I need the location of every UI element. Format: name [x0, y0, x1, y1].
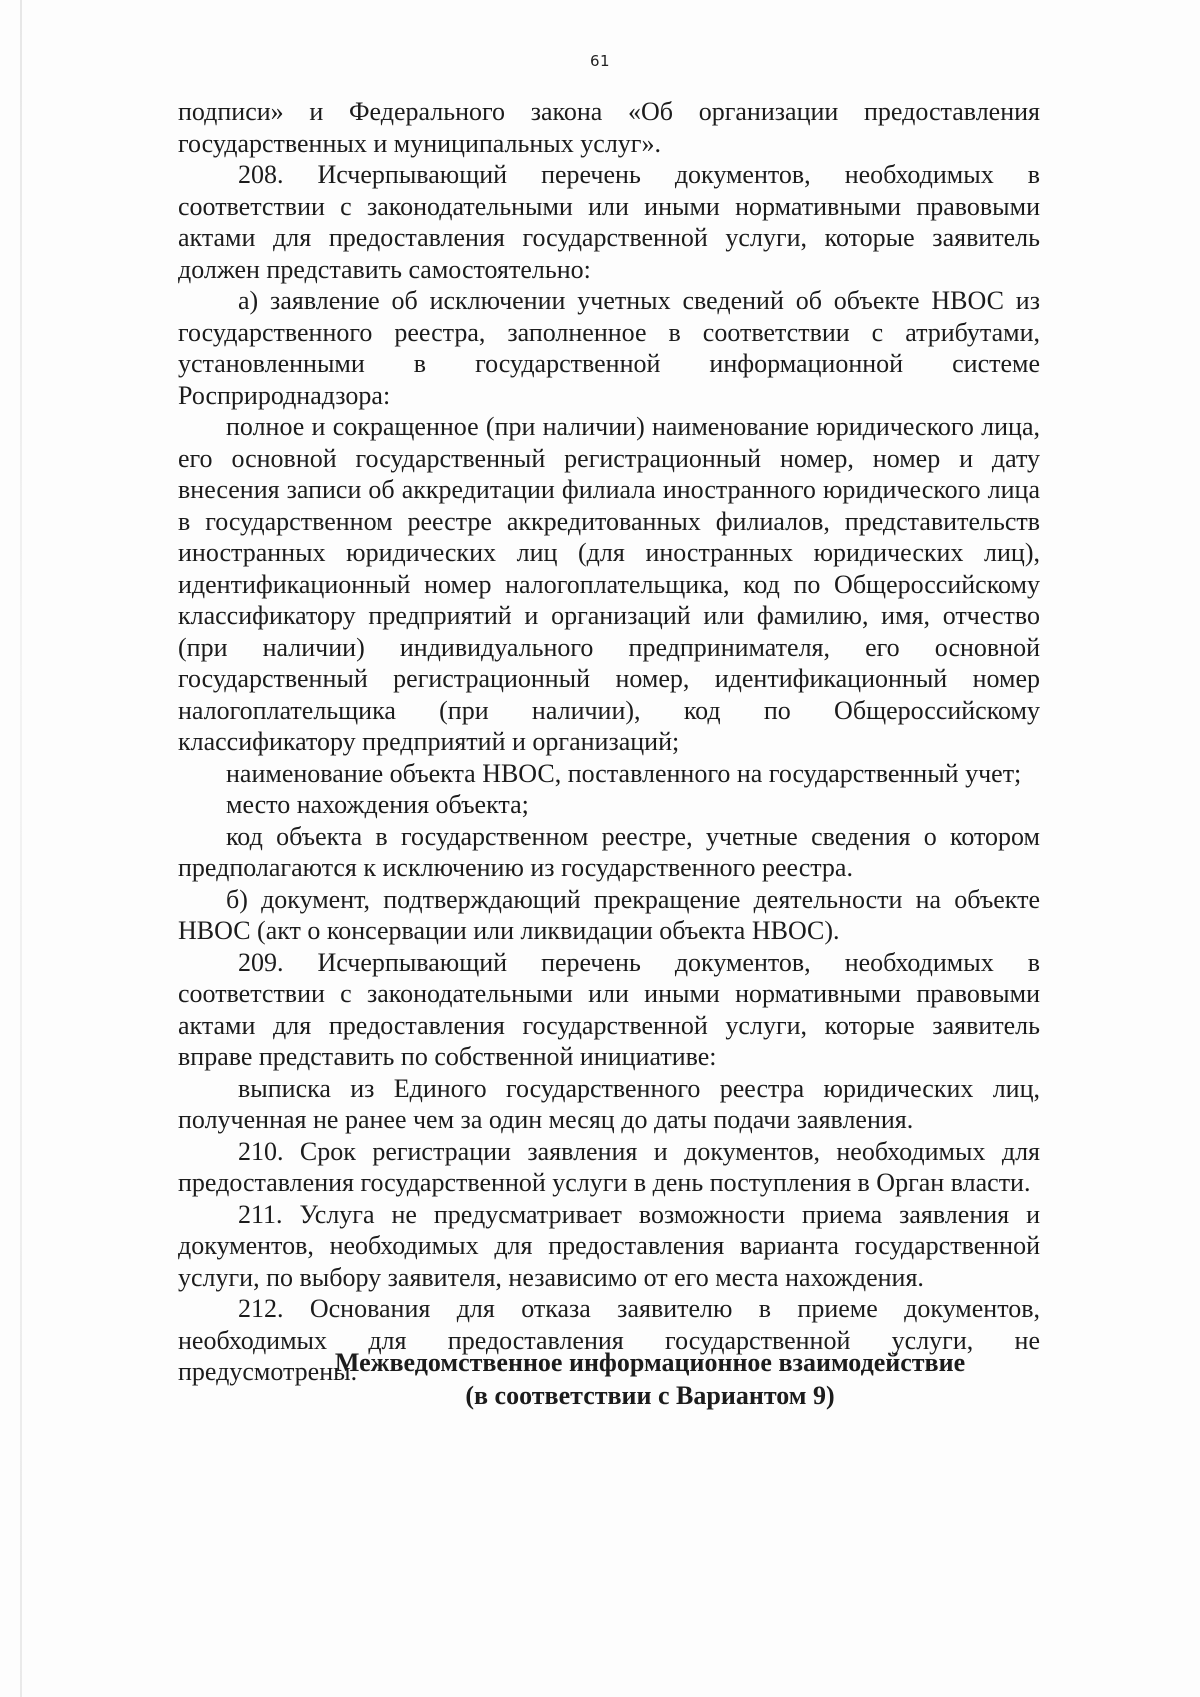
paragraph-212: 212. Основания для отказа заявителю в приеме документов, необходимых для предоставления государственной услуги, не предусмотрены. [178, 1294, 1040, 1386]
paragraph-211: 211. Услуга не предусматривает возможности приема заявления и документов, необходимых для предоставления варианта государственной услуги, по выбору заявителя, независимо от его места нахождения. [178, 1199, 1040, 1292]
section-heading-line-2: (в соответствии с Вариантом 9) [465, 1381, 835, 1410]
paragraph-209: 209. Исчерпывающий перечень документов, необходимых в соответствии с законодательными или иными нормативными правовыми актами для предоставления государственной услуги, которые заявитель вправе представить по собственной инициативе: [178, 947, 1040, 1071]
scan-edge-line [20, 0, 22, 1697]
section-heading [178, 1346, 1122, 1412]
paragraph-object-name: наименование объекта НВОС, поставленного на государственный учет; [226, 758, 1022, 788]
paragraph-extract: выписка из Единого государственного реестра юридических лиц, полученная не ранее чем за один месяц до даты подачи заявления. [178, 1073, 1040, 1134]
page-number: 61 [589, 52, 611, 70]
paragraph-object-code: код объекта в государственном реестре, учетные сведения о котором предполагаются к исключению из государственного реестра. [178, 821, 1040, 882]
paragraph-208: 208. Исчерпывающий перечень документов, необходимых в соответствии с законодательными или иными нормативными правовыми актами для предоставления государственной услуги, которые заявитель должен представить самостоятельно: [178, 160, 1040, 284]
document-body [178, 96, 1040, 1388]
section-heading-line-1: Межведомственное информационное взаимодействие [334, 1348, 966, 1377]
paragraph-210: 210. Срок регистрации заявления и документов, необходимых для предоставления государственной услуги в день поступления в Орган власти. [178, 1136, 1040, 1197]
paragraph-item-b: б) документ, подтверждающий прекращение деятельности на объекте НВОС (акт о консервации или ликвидации объекта НВОС). [178, 884, 1040, 945]
paragraph-object-location: место нахождения объекта; [226, 790, 529, 819]
paragraph-item-a: а) заявление об исключении учетных сведений об объекте НВОС из государственного реестра, заполненное в соответствии с атрибутами, установленными в государственной информационной системе Росприроднадзора: [178, 286, 1040, 410]
paragraph-continuation: подписи» и Федерального закона «Об организации предоставления государственных и муниципальных услуг». [178, 97, 1040, 158]
paragraph-legal-entity-details: полное и сокращенное (при наличии) наименование юридического лица, его основной государственный регистрационный номер, номер и дату внесения записи об аккредитации филиала иностранного юридического лица в государственном реестре аккредитованных филиалов, представительств иностранных юридических лиц (для иностранных юридических лиц), идентификационный номер налогоплательщика, код по Общероссийскому классификатору предприятий и организаций или фамилию, имя, отчество (при наличии) индивидуального предпринимателя, его основной государственный регистрационный номер, идентификационный номер налогоплательщика (при наличии), код по Общероссийскому классификатору предприятий и организаций; [178, 412, 1040, 756]
